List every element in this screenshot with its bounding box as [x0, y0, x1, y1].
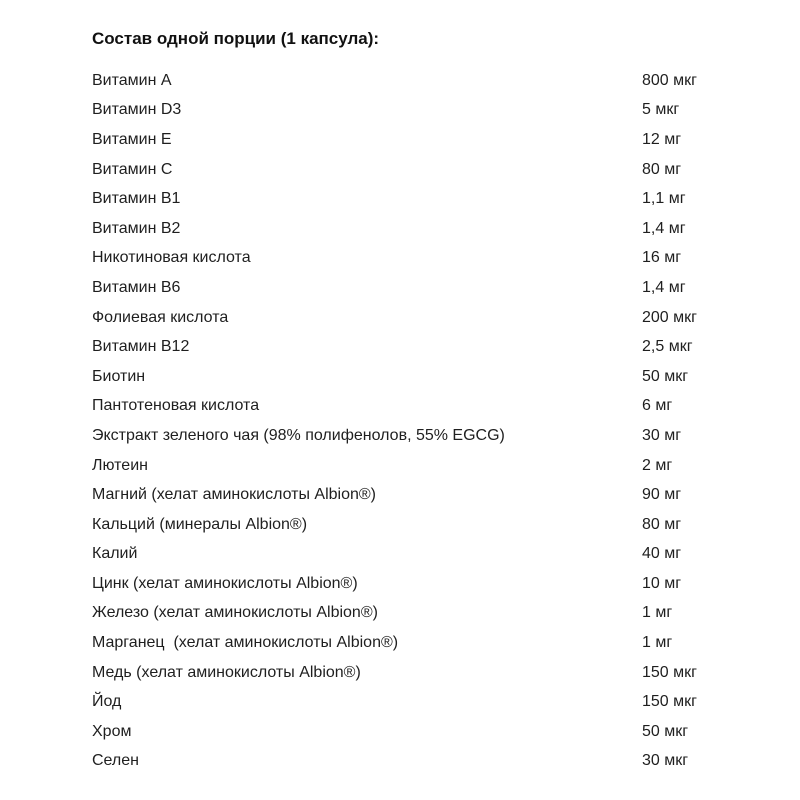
ingredient-row [92, 599, 752, 629]
ingredient-amount: 6 мг [642, 397, 673, 415]
ingredient-name: Витамин Е [92, 130, 172, 148]
ingredient-amount: 40 мг [642, 545, 682, 563]
ingredient-name: Железо (хелат аминокислоты Albion®) [92, 604, 378, 622]
ingredient-name: Магний (хелат аминокислоты Albion®) [92, 486, 377, 504]
ingredient-row [92, 155, 752, 185]
ingredient-row [92, 628, 752, 658]
ingredient-name: Селен [92, 752, 139, 770]
ingredient-name: Витамин В6 [92, 278, 181, 296]
ingredient-row [92, 687, 752, 717]
ingredient-amount: 30 мг [642, 426, 682, 444]
ingredient-name: Хром [92, 722, 132, 740]
ingredient-name: Марганец (хелат аминокислоты Albion®) [92, 634, 399, 652]
ingredient-name: Витамин В2 [92, 219, 181, 237]
ingredient-row [92, 303, 752, 333]
ingredient-amount: 16 мг [642, 249, 682, 267]
ingredient-row [92, 451, 752, 481]
ingredient-amount: 5 мкг [642, 101, 680, 119]
ingredient-row [92, 540, 752, 570]
ingredient-row [92, 125, 752, 155]
ingredient-amount: 50 мкг [642, 367, 689, 385]
ingredient-amount: 150 мкг [642, 663, 697, 681]
ingredient-row [92, 392, 752, 422]
ingredient-row [92, 332, 752, 362]
ingredient-amount: 90 мг [642, 486, 682, 504]
ingredient-row [92, 421, 752, 451]
ingredient-row [92, 480, 752, 510]
composition-title: Состав одной порции (1 капсула): [92, 29, 380, 48]
ingredient-amount: 80 мг [642, 515, 682, 533]
ingredients-table-body [92, 66, 752, 776]
ingredient-row [92, 184, 752, 214]
ingredient-row [92, 214, 752, 244]
ingredient-name: Биотин [92, 367, 146, 385]
ingredient-name: Цинк (хелат аминокислоты Albion®) [92, 574, 358, 592]
ingredient-name: Экстракт зеленого чая (98% полифенолов, 55% EGCG) [92, 426, 505, 444]
ingredient-amount: 1 мг [642, 604, 673, 622]
ingredient-name: Никотиновая кислота [92, 249, 251, 267]
ingredient-name: Витамин А [92, 71, 172, 89]
ingredient-amount: 12 мг [642, 130, 682, 148]
ingredient-name: Витамин D3 [92, 101, 182, 119]
ingredient-name: Кальций (минералы Albion®) [92, 515, 308, 533]
ingredient-row [92, 96, 752, 126]
ingredient-row [92, 66, 752, 96]
ingredient-amount: 1,4 мг [642, 278, 686, 296]
ingredient-name: Медь (хелат аминокислоты Albion®) [92, 663, 361, 681]
ingredient-row [92, 244, 752, 274]
ingredient-name: Витамин С [92, 160, 173, 178]
ingredient-amount: 80 мг [642, 160, 682, 178]
ingredient-amount: 1,1 мг [642, 190, 686, 208]
ingredient-name: Пантотеновая кислота [92, 397, 260, 415]
ingredient-row [92, 362, 752, 392]
ingredient-amount: 800 мкг [642, 71, 697, 89]
ingredient-row [92, 658, 752, 688]
ingredient-row [92, 717, 752, 747]
ingredient-name: Витамин В12 [92, 338, 190, 356]
ingredient-amount: 200 мкг [642, 308, 697, 326]
ingredient-row [92, 747, 752, 777]
ingredient-name: Витамин В1 [92, 190, 181, 208]
ingredient-amount: 1 мг [642, 634, 673, 652]
ingredient-amount: 1,4 мг [642, 219, 686, 237]
composition-section [92, 28, 752, 776]
ingredients-table [92, 66, 752, 776]
ingredient-amount: 2,5 мкг [642, 338, 693, 356]
ingredient-amount: 2 мг [642, 456, 673, 474]
ingredient-name: Фолиевая кислота [92, 308, 229, 326]
ingredient-name: Йод [92, 693, 122, 711]
ingredient-amount: 10 мг [642, 574, 682, 592]
ingredient-name: Калий [92, 545, 138, 563]
ingredient-amount: 50 мкг [642, 722, 689, 740]
ingredient-row [92, 510, 752, 540]
ingredient-name: Лютеин [92, 456, 148, 474]
ingredient-amount: 30 мкг [642, 752, 689, 770]
ingredient-amount: 150 мкг [642, 693, 697, 711]
ingredient-row [92, 569, 752, 599]
ingredient-row [92, 273, 752, 303]
